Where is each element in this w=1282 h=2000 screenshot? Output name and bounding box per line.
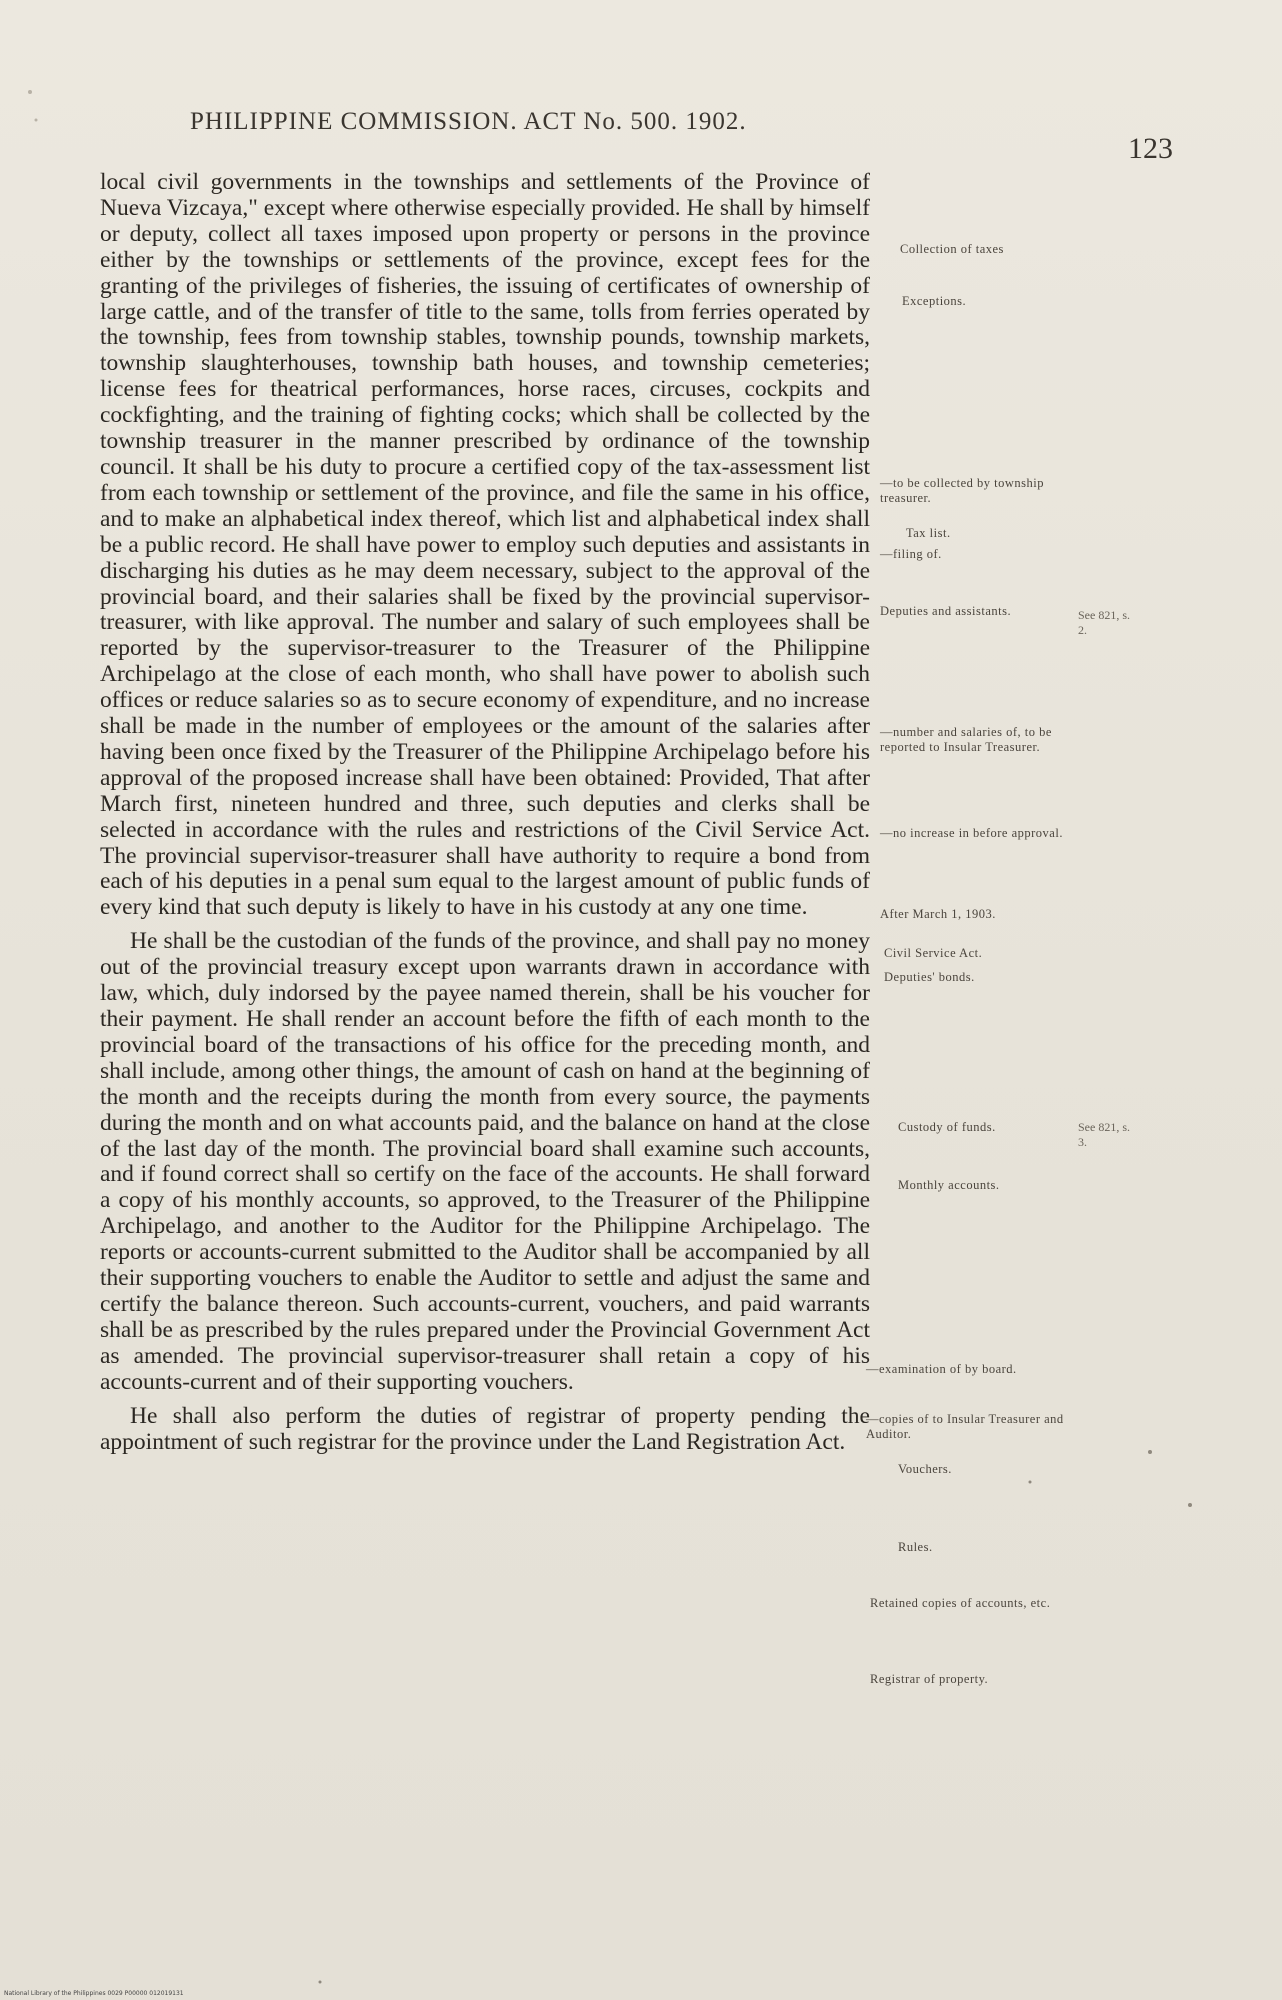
margin-note: —number and salaries of, to be reported to Insular Treasurer. [880, 725, 1052, 754]
scan-credit: National Library of the Philippines 0029 P00000 012019131 [4, 1990, 184, 1997]
page-number: 123 [1128, 132, 1173, 165]
margin-note: Rules. [898, 1540, 933, 1554]
section-reference: See 821, s. 3. [1078, 1120, 1130, 1149]
margin-note: After March 1, 1903. [880, 907, 996, 921]
margin-note: Deputies' bonds. [884, 970, 975, 984]
margin-note: Custody of funds. [898, 1120, 996, 1134]
paragraph-3: He shall also perform the duties of registrar of property pending the appointment of such registrar for the province under the Land Registration Act. [100, 1402, 870, 1455]
paragraph-1: local civil governments in the townships and settlements of the Province of Nueva Vizcaya," except where otherwise especially provided. He shall by himself or deputy, collect all taxes imposed upon property or persons in the province either by the townships or settlements of the province, except fees for the granting of the privileges of fisheries, the issuing of certificates of ownership of large cattle, and of the transfer of title to the same, tolls from ferries operated by the township, fees from township stables, township pounds, township markets, township slaughterhouses, township bath houses, and township cemeteries; license fees for theatrical performances, horse races, circuses, cockpits and cockfighting, and the training of fighting cocks; which shall be collected by the township treasurer in the manner prescribed by ordinance of the township council. It shall be his duty to procure a certified copy of the tax-assessment list from each township or settlement of the province, and file the same in his office, and to make an alphabetical index thereof, which list and alphabetical index shall be a public record. He shall have power to employ such deputies and assistants in discharging his duties as he may deem necessary, subject to the approval of the provincial board, and their salaries shall be fixed by the provincial supervisor-treasurer, with like approval. The number and salary of such employees shall be reported by the supervisor-treasurer to the Treasurer of the Philippine Archipelago at the close of each month, who shall have power to abolish such offices or reduce salaries so as to secure economy of expenditure, and no increase shall be made in the number of employees or the amount of the salaries after having been once fixed by the Treasurer of the Philippine Archipelago before his approval of the proposed increase shall have been obtained: Provided, That after March first, nineteen hundred and three, such deputies and clerks shall be selected in accordance with the rules and restrictions of the Civil Service Act. The provincial supervisor-treasurer shall have authority to require a bond from each of his deputies in a penal sum equal to the largest amount of public funds of every kind that such deputy is likely to have in his custody at any one time. [100, 169, 870, 921]
margin-note: Collection of taxes [900, 242, 1004, 256]
margin-note: Exceptions. [902, 294, 967, 308]
margin-note: —filing of. [880, 547, 942, 561]
margin-note: Tax list. [906, 526, 951, 540]
running-header: PHILIPPINE COMMISSION. ACT No. 500. 1902. [190, 108, 747, 135]
margin-note: —no increase in before approval. [880, 826, 1063, 840]
section-reference: See 821, s. 2. [1078, 608, 1130, 637]
margin-note: Retained copies of accounts, etc. [870, 1596, 1051, 1610]
margin-note: Civil Service Act. [884, 946, 983, 960]
margin-note: Deputies and assistants. [880, 604, 1012, 618]
margin-note: Monthly accounts. [898, 1178, 1000, 1192]
paragraph-2: He shall be the custodian of the funds of the province, and shall pay no money out of the provincial treasury except upon warrants drawn in accordance with law, which, duly indorsed by the payee named therein, shall be his voucher for their payment. He shall render an account before the fifth of each month to the provincial board of the transactions of his office for the preceding month, and shall include, among other things, the amount of cash on hand at the beginning of the month and the receipts during the month from every source, the payments during the month and on what accounts paid, and the balance on hand at the close of the last day of the month. The provincial board shall examine such accounts, and if found correct shall so certify on the face of the accounts. He shall forward a copy of his monthly accounts, so approved, to the Treasurer of the Philippine Archipelago, and another to the Auditor for the Philippine Archipelago. The reports or accounts-current submitted to the Auditor shall be accompanied by all their supporting vouchers to enable the Auditor to settle and adjust the same and certify the balance thereon. Such accounts-current, vouchers, and paid warrants shall be as prescribed by the rules prepared under the Provincial Government Act as amended. The provincial supervisor-treasurer shall retain a copy of his accounts-current and of their supporting vouchers. [100, 928, 870, 1395]
margin-note: Registrar of property. [870, 1672, 989, 1686]
margin-note: —copies of to Insular Treasurer and Auditor. [866, 1412, 1064, 1441]
margin-note: —to be collected by township treasurer. [880, 476, 1044, 505]
margin-note: Vouchers. [898, 1462, 952, 1476]
margin-note: —examination of by board. [866, 1362, 1017, 1376]
